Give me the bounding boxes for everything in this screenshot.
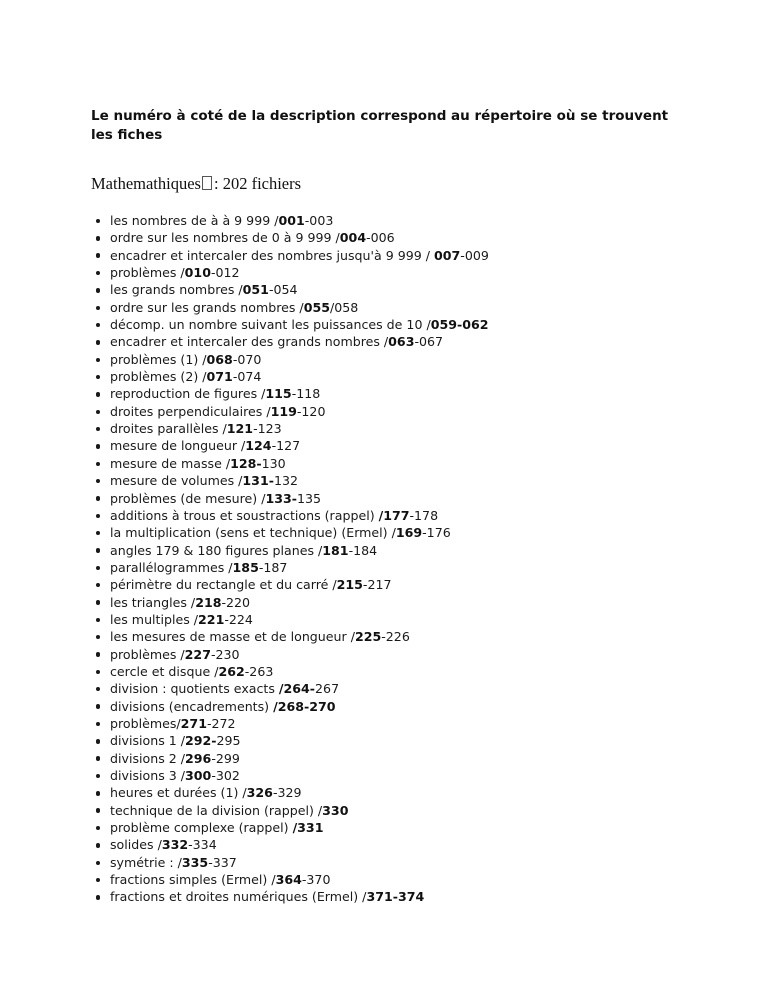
list-item <box>91 680 489 697</box>
file-number-range: 169 <box>395 525 423 541</box>
list-item <box>91 663 489 680</box>
section-file-count: : 202 fichiers <box>213 174 302 193</box>
item-description: -012 <box>210 265 240 281</box>
item-description: 132 <box>273 473 298 489</box>
item-description: -263 <box>244 663 274 679</box>
item-description: -337 <box>208 854 237 870</box>
item-description: -370 <box>301 872 331 888</box>
file-number-range: 221 <box>198 611 225 627</box>
item-description: encadrer et intercaler des nombres jusqu'à 9 999 / <box>110 247 434 263</box>
file-number-range: 001 <box>278 213 305 228</box>
item-description: droites parallèles / <box>110 421 227 437</box>
file-number-range: /331 <box>292 820 324 836</box>
item-description: encadrer et intercaler des grands nombres / <box>110 334 389 350</box>
file-number-range: /268-270 <box>273 698 336 714</box>
file-number-range: 004 <box>339 230 367 246</box>
item-description: symétrie : / <box>110 854 182 870</box>
list-item <box>91 524 489 541</box>
item-description: périmètre du rectangle et du carré / <box>110 577 337 593</box>
list-item <box>91 559 489 576</box>
file-number-range: 326 <box>246 785 273 801</box>
list-item <box>91 281 489 298</box>
list-item <box>91 784 489 801</box>
item-description: -299 <box>211 750 240 766</box>
item-description: divisions (encadrements) <box>110 698 274 714</box>
list-item <box>91 299 489 316</box>
item-description: -070 <box>232 351 262 367</box>
list-item <box>91 455 489 472</box>
file-number-range: 119 <box>270 403 297 419</box>
list-item <box>91 646 489 663</box>
item-description: mesure de masse / <box>110 455 231 471</box>
file-number-range: 181 <box>322 542 349 558</box>
item-description: problèmes (de mesure) / <box>110 490 266 506</box>
file-number-range: /177 <box>378 507 410 523</box>
item-description: -334 <box>188 837 217 853</box>
file-number-range: 068 <box>206 351 233 367</box>
file-number-range: 071 <box>206 369 233 385</box>
item-description: problèmes / <box>110 265 185 281</box>
item-description: -220 <box>221 594 251 610</box>
file-number-range: 131- <box>242 473 274 489</box>
list-item <box>91 836 489 853</box>
item-description: -120 <box>296 403 326 419</box>
section-name: Mathemathiques <box>91 174 201 193</box>
file-number-range: 364 <box>275 872 302 888</box>
item-description: les grands nombres / <box>110 282 243 298</box>
item-description: 295 <box>216 733 241 749</box>
item-description: technique de la division (rappel) / <box>110 802 323 818</box>
item-description: -230 <box>210 646 240 662</box>
file-list <box>91 212 489 906</box>
item-description: -217 <box>362 577 392 593</box>
file-number-range: 296 <box>185 750 212 766</box>
list-item <box>91 715 489 732</box>
item-description: 267 <box>315 681 340 697</box>
item-description: 135 <box>296 490 322 506</box>
list-item <box>91 888 489 905</box>
item-description: les triangles / <box>110 594 196 610</box>
file-number-range: 051 <box>242 282 269 298</box>
item-description: -329 <box>272 785 302 801</box>
list-item <box>91 437 489 454</box>
file-number-range: 292- <box>185 733 217 749</box>
file-number-range: 115 <box>265 386 292 402</box>
file-number-range: 133- <box>265 490 297 506</box>
item-description: -009 <box>460 247 489 263</box>
item-description: fractions simples (Ermel) / <box>110 872 276 888</box>
file-number-range: 124 <box>245 438 272 454</box>
item-description: les nombres de à à 9 999 / <box>110 213 279 228</box>
item-description: les multiples / <box>110 611 199 627</box>
file-number-range: 121 <box>226 421 254 437</box>
list-item <box>91 854 489 871</box>
item-description: mesure de volumes / <box>110 473 243 489</box>
item-description: fractions et droites numériques (Ermel) / <box>110 889 367 905</box>
item-description: ordre sur les grands nombres / <box>110 299 304 315</box>
item-description: -118 <box>291 386 321 402</box>
file-number-range: 063 <box>388 334 415 350</box>
item-description: /058 <box>329 299 359 315</box>
list-item <box>91 767 489 784</box>
item-description: division : quotients exacts <box>110 681 279 697</box>
list-item <box>91 333 489 350</box>
file-number-range: 300 <box>185 768 212 783</box>
item-description: -123 <box>253 421 282 437</box>
item-description: -272 <box>206 715 236 731</box>
item-description: -302 <box>211 768 240 783</box>
file-number-range: 332 <box>161 837 189 853</box>
item-description: -184 <box>348 542 378 558</box>
file-number-range: 371-374 <box>366 889 425 905</box>
file-number-range: 059-062 <box>430 317 489 333</box>
item-description: les mesures de masse et de longueur / <box>110 629 355 645</box>
list-item <box>91 871 489 888</box>
list-item <box>91 316 489 333</box>
list-item <box>91 403 489 420</box>
item-description: ordre sur les nombres de 0 à 9 999 / <box>110 230 340 246</box>
list-item <box>91 819 489 836</box>
file-number-range: 185 <box>232 559 259 575</box>
list-item <box>91 368 489 385</box>
item-description: -003 <box>304 213 334 228</box>
item-description: -176 <box>422 525 451 541</box>
list-item <box>91 229 489 246</box>
list-item <box>91 576 489 593</box>
list-item <box>91 507 489 524</box>
list-item <box>91 490 489 507</box>
item-description: mesure de longueur / <box>110 438 246 454</box>
item-description: problèmes / <box>110 646 185 662</box>
file-number-range: 218 <box>195 594 222 610</box>
item-description: 130 <box>261 455 286 471</box>
list-item <box>91 472 489 489</box>
item-description: problèmes (1) / <box>110 351 207 367</box>
item-description: -178 <box>409 507 439 523</box>
list-item <box>91 385 489 402</box>
item-description: parallélogrammes / <box>110 559 233 575</box>
file-number-range: 215 <box>336 577 363 593</box>
item-description: -187 <box>258 559 288 575</box>
list-item <box>91 611 489 628</box>
item-description: reproduction de figures / <box>110 386 266 402</box>
item-description: -074 <box>232 369 262 385</box>
list-item <box>91 802 489 819</box>
list-item <box>91 351 489 368</box>
file-number-range: 335 <box>181 854 209 870</box>
missing-glyph-box-icon <box>202 176 212 190</box>
file-number-range: 330 <box>322 802 349 818</box>
list-item <box>91 732 489 749</box>
section-heading <box>91 174 301 194</box>
item-description: angles 179 & 180 figures planes / <box>110 542 323 558</box>
file-number-range: 225 <box>354 629 382 645</box>
item-description: divisions 3 / <box>110 768 186 783</box>
list-item <box>91 698 489 715</box>
file-number-range: 055 <box>303 299 330 315</box>
list-item <box>91 212 489 229</box>
list-item <box>91 542 489 559</box>
file-number-range: 262 <box>218 663 245 679</box>
item-description: solides / <box>110 837 162 853</box>
item-description: -127 <box>271 438 301 454</box>
item-description: divisions 1 / <box>110 733 186 749</box>
list-item <box>91 750 489 767</box>
item-description: -224 <box>224 611 253 627</box>
item-description: -006 <box>366 230 395 246</box>
item-description: additions à trous et soustractions (rappel) <box>110 507 379 523</box>
list-item <box>91 247 489 264</box>
list-item <box>91 264 489 281</box>
list-item <box>91 420 489 437</box>
item-description: heures et durées (1) / <box>110 785 247 801</box>
file-number-range: 227 <box>184 646 211 662</box>
item-description: problèmes/ <box>110 715 181 731</box>
file-number-range: 271 <box>180 715 207 731</box>
file-number-range: 010 <box>184 265 211 281</box>
list-item <box>91 628 489 645</box>
item-description: -226 <box>381 629 410 645</box>
item-description: problème complexe (rappel) <box>110 820 293 836</box>
file-number-range: 007 <box>434 247 461 263</box>
page-title: Le numéro à coté de la description correspond au répertoire où se trouvent les fiches <box>91 108 669 143</box>
item-description: la multiplication (sens et technique) (Ermel) / <box>110 525 396 541</box>
file-number-range: /264- <box>278 681 316 697</box>
item-description: problèmes (2) / <box>110 369 207 385</box>
item-description: -054 <box>268 282 298 298</box>
list-item <box>91 594 489 611</box>
item-description: cercle et disque / <box>110 663 219 679</box>
file-number-range: 128- <box>230 455 262 471</box>
item-description: divisions 2 / <box>110 750 186 766</box>
item-description: droites perpendiculaires / <box>110 403 271 419</box>
item-description: -067 <box>414 334 444 350</box>
item-description: décomp. un nombre suivant les puissances de 10 / <box>110 317 431 333</box>
